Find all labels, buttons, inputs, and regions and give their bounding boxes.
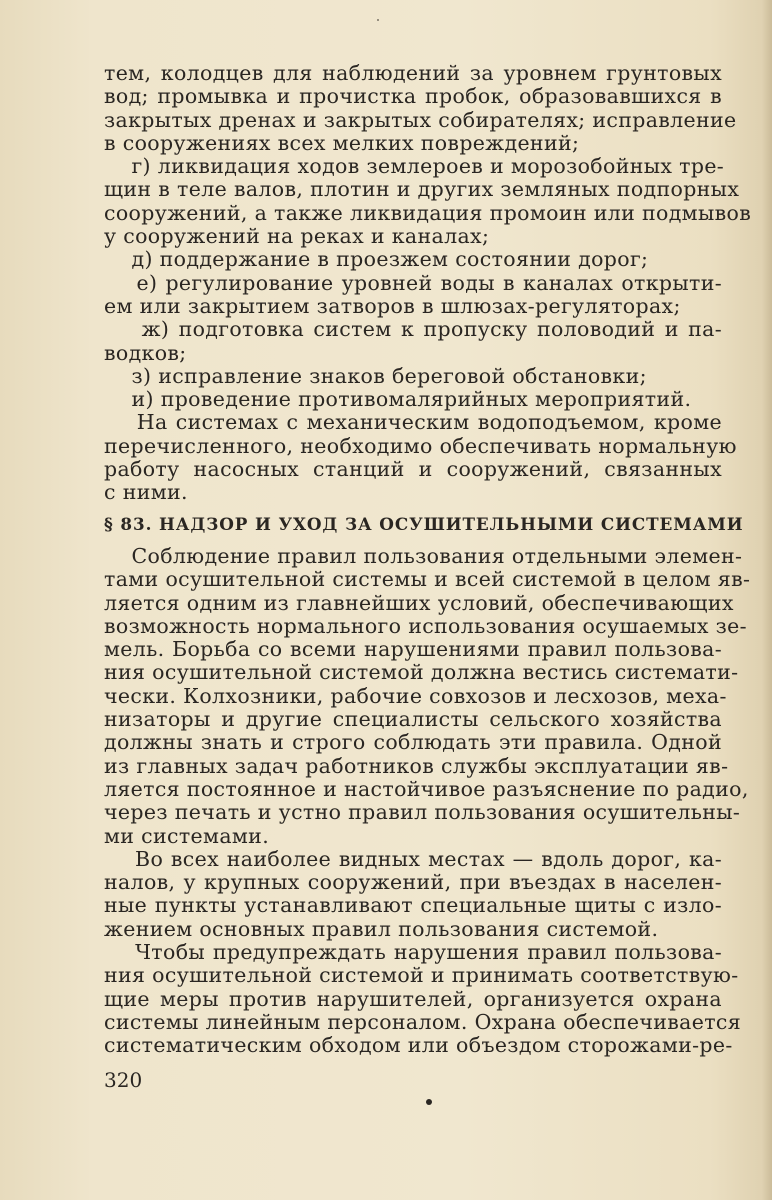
page-edge-shadow bbox=[762, 0, 772, 1200]
text-line: через печать и устно правил пользования осушительны- bbox=[104, 800, 741, 825]
text-line: должны знать и строго соблюдать эти правила. Одной bbox=[104, 730, 722, 755]
text-line: ния осушительной системой должна вестись системати- bbox=[104, 660, 739, 685]
text-line: ные пункты устанавливают специальные щиты с изло- bbox=[104, 893, 722, 918]
text-line: е) регулирование уровней воды в каналах открыти- bbox=[104, 270, 722, 295]
text-line: щин в теле валов, плотин и других земляных подпорных bbox=[104, 177, 740, 202]
text-line: мель. Борьба со всеми нарушениями правил пользова- bbox=[104, 637, 722, 662]
text-line: тем, колодцев для наблюдений за уровнем грунтовых bbox=[104, 61, 722, 85]
text-line: вод; промывка и прочистка пробок, образовавшихся в bbox=[104, 84, 722, 109]
paragraph-drainage-systems bbox=[104, 544, 751, 1058]
text-line: в сооружениях всех мелких повреждений; bbox=[104, 130, 580, 155]
text-line: ми системами. bbox=[104, 823, 270, 848]
text-line: тами осушительной системы и всей системой в целом яв- bbox=[104, 567, 751, 592]
text-line: з) исправление знаков береговой обстановки; bbox=[104, 363, 647, 388]
text-line: На системах с механическим водоподъемом, кроме bbox=[104, 410, 722, 435]
text-line: перечисленного, необходимо обеспечивать нормальную bbox=[104, 433, 737, 458]
text-line: щие меры против нарушителей, организуется охрана bbox=[104, 986, 722, 1011]
paragraph-list-continuation bbox=[104, 61, 752, 505]
text-line: системы линейным персоналом. Охрана обеспечивается bbox=[104, 1009, 742, 1034]
text-line: возможность нормального использования осушаемых зе- bbox=[104, 613, 747, 638]
text-line: ляется постоянное и настойчивое разъяснение по радио, bbox=[104, 776, 749, 801]
text-line: закрытых дренах и закрытых собирателях; исправление bbox=[104, 107, 737, 132]
text-line: ляется одним из главнейших условий, обеспечивающих bbox=[104, 590, 734, 615]
text-line: работу насосных станций и сооружений, связанных bbox=[104, 457, 722, 482]
text-line: Чтобы предупреждать нарушения правил пользова- bbox=[104, 940, 722, 965]
text-line: ем или закрытием затворов в шлюзах-регуляторах; bbox=[104, 293, 681, 318]
text-line: налов, у крупных сооружений, при въездах в населен- bbox=[104, 870, 722, 895]
text-line: г) ликвидация ходов землероев и морозобойных тре- bbox=[104, 154, 725, 179]
text-line: из главных задач работников службы эксплуатации яв- bbox=[104, 753, 729, 778]
text-line: Во всех наиболее видных местах — вдоль дорог, ка- bbox=[104, 846, 722, 871]
text-line: с ними. bbox=[104, 480, 188, 505]
text-line: ния осушительной системой и принимать соответствую- bbox=[104, 963, 739, 988]
page-number: 320 bbox=[104, 1068, 143, 1092]
section-heading: § 83. НАДЗОР И УХОД ЗА ОСУШИТЕЛЬНЫМИ СИСТЕМАМИ bbox=[104, 514, 744, 534]
text-line: и) проведение противомалярийных мероприятий. bbox=[104, 387, 692, 412]
text-line: жением основных правил пользования системой. bbox=[104, 916, 659, 941]
print-speck bbox=[377, 19, 379, 21]
text-line: ж) подготовка систем к пропуску половодий и па- bbox=[104, 317, 722, 342]
text-line: д) поддержание в проезжем состоянии дорог; bbox=[104, 247, 649, 272]
text-line: Соблюдение правил пользования отдельными элемен- bbox=[104, 544, 743, 568]
print-speck bbox=[426, 1099, 432, 1105]
text-line: чески. Колхозники, рабочие совхозов и лесхозов, меха- bbox=[104, 683, 727, 708]
text-line: систематическим обходом или объездом сторожами-ре- bbox=[104, 1033, 733, 1058]
text-line: низаторы и другие специалисты сельского хозяйства bbox=[104, 707, 722, 732]
text-line: у сооружений на реках и каналах; bbox=[104, 224, 490, 249]
text-line: водков; bbox=[104, 340, 187, 365]
text-line: сооружений, а также ликвидация промоин или подмывов bbox=[104, 200, 752, 225]
